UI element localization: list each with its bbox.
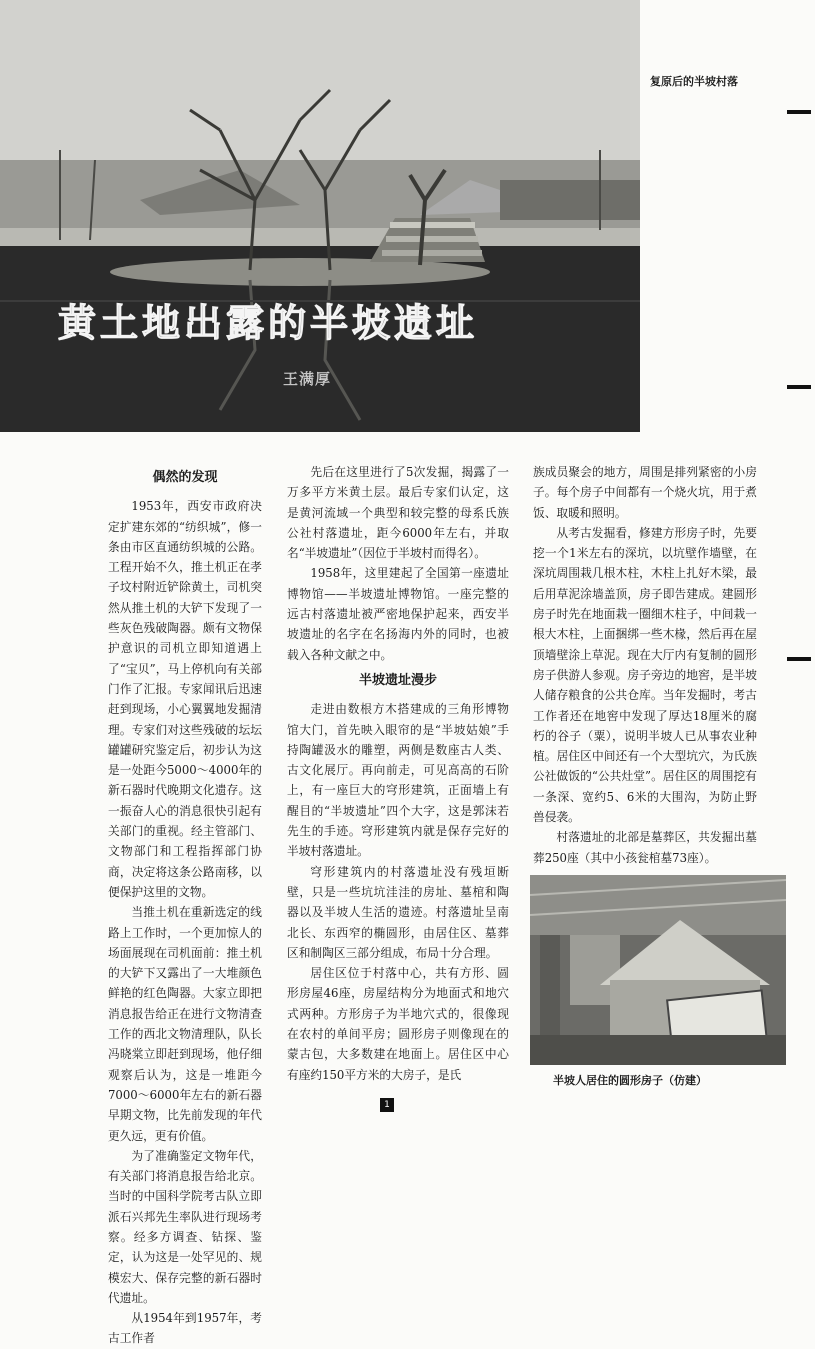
hero-photo-caption: 复原后的半坡村落 <box>650 75 738 88</box>
margin-mark <box>787 657 811 661</box>
paragraph: 居住区位于村落中心，共有方形、圆形房屋46座，房屋结构分为地面式和地穴式两种。方形房子为半地穴式的，很像现在农村的单间平房；圆形房子则像现在的蒙古包，大多数建在地面上。居住区中心有座约150平方米的大房子，是氏 <box>287 966 509 1082</box>
article-author: 王满厚 <box>283 370 332 388</box>
paragraph: 走进由数根方木搭建成的三角形博物馆大门，首先映入眼帘的是“半坡姑娘”手持陶罐汲水的雕塑，两侧是数座古人类、古文化展厅。再向前走，可见高高的石阶上，有一座巨大的穹形建筑，正面墙上有醒目的“半坡遗址”四个大字，这是郭沫若先生的手迹。穹形建筑内就是保存完好的半坡村落遗址。 <box>287 702 509 859</box>
article-title: 黄土地出露的半坡遗址 <box>58 301 479 345</box>
paragraph: 从1954年到1957年，考古工作者 <box>108 1311 262 1346</box>
round-house-caption: 半坡人居住的圆形房子（仿建） <box>553 1074 707 1087</box>
margin-mark <box>787 385 811 389</box>
round-house-photo <box>530 875 786 1065</box>
paragraph: 为了准确鉴定文物年代，有关部门将消息报告给北京。当时的中国科学院考古队立即派石兴邦先生率队进行现场考察。经多方调查、钻探、鉴定，认为这是一处罕见的、规模宏大、保存完整的新石器时代遗址。 <box>108 1148 262 1305</box>
text-column-3 <box>533 462 757 868</box>
paragraph: 村落遗址的北部是墓葬区，共发掘出墓葬250座（其中小孩瓮棺墓73座）。 <box>533 830 757 865</box>
text-column-1 <box>108 462 262 1349</box>
paragraph: 穹形建筑内的村落遗址没有残垣断壁，只是一些坑坑洼洼的房址、墓棺和陶器以及半坡人生活的遗迹。村落遗址呈南北长、东西窄的椭圆形，由居住区、墓葬区和制陶区三部分组成，布局十分合理。 <box>287 864 509 960</box>
paragraph: 1958年，这里建起了全国第一座遗址博物馆——半坡遗址博物馆。一座完整的远古村落遗址被严密地保护起来，西安半坡遗址的名字在名扬海内外的同时，也被载入各种文献之中。 <box>287 566 509 662</box>
paragraph: 先后在这里进行了5次发掘，揭露了一万多平方米黄土层。最后专家们认定，这是黄河流域一个典型和较完整的母系氏族公社村落遗址，距今6000年左右，并取名“半坡遗址”（因位于半坡村而得名）。 <box>287 465 509 561</box>
margin-mark <box>787 110 811 114</box>
paragraph: 当推土机在重新选定的线路上工作时，一个更加惊人的场面展现在司机面前：推土机的大铲下又露出了一大堆颜色鲜艳的红色陶器。大家立即把消息报告给正在进行文物清查工作的西北文物清理队，队长冯晓棠立即赶到现场，他仔细观察后认为，这是一堆距今7000～6000年左右的新石器早期文物，比先前发现的年代更久远，更有价值。 <box>108 905 262 1143</box>
section-heading: 半坡遗址漫步 <box>358 672 437 688</box>
paragraph: 从考古发掘看，修建方形房子时，先要挖一个1米左右的深坑，以坑壁作墙壁，在深坑周围栽几根木柱，木柱上扎好木梁，最后用草泥涂墙盖顶，房子即告建成。建圆形房子时先在地面栽一圈细木柱子，中间栽一根大木柱，上面捆绑一些木椽，然后再在屋顶墙壁涂上草泥。现在大厅内有复制的圆形房子供游人参观。房子旁边的地窖，是半坡人储存粮食的公共仓库。当年发掘时，考古工作者还在地窖中发现了厚达18厘米的腐朽的谷子（粟），说明半坡人已从事农业种植。居住区中间还有一个大型坑穴，为氏族公社做饭的“公共灶堂”。居住区的周围挖有一条深、宽约5、6米的大围沟，为防止野兽侵袭。 <box>533 525 757 825</box>
paragraph: 1953年，西安市政府决定扩建东郊的“纺织城”，修一条由市区直通纺织城的公路。工程开始不久，推土机正在孝子坟村附近铲除黄土，司机突然从推土机的大铲下发现了一些灰色残破陶器。颇有文物保护意识的司机立即知道遇上了“宝贝”，马上停机向有关部门作了汇报。专家闻讯后迅速赶到现场，小心翼翼地发掘清理。专家们对这些残破的坛坛罐罐研究鉴定后，初步认为这是一处距今5000～4000年的新石器时代晚期文化遗存。这一振奋人心的消息很快引起有关部门的重视。经主管部门、文物部门和工程指挥部门协商，决定将这条公路南移，以便保护这里的文物。 <box>108 499 262 899</box>
hero-photo <box>0 0 640 432</box>
text-column-2 <box>287 462 509 1085</box>
paragraph: 族成员聚会的地方，周围是排列紧密的小房子。每个房子中间都有一个烧火坑，用于煮饭、取暖和照明。 <box>533 465 757 520</box>
page-number: 1 <box>380 1098 394 1112</box>
section-heading: 偶然的发现 <box>152 470 218 485</box>
round-house-image <box>530 875 786 1065</box>
